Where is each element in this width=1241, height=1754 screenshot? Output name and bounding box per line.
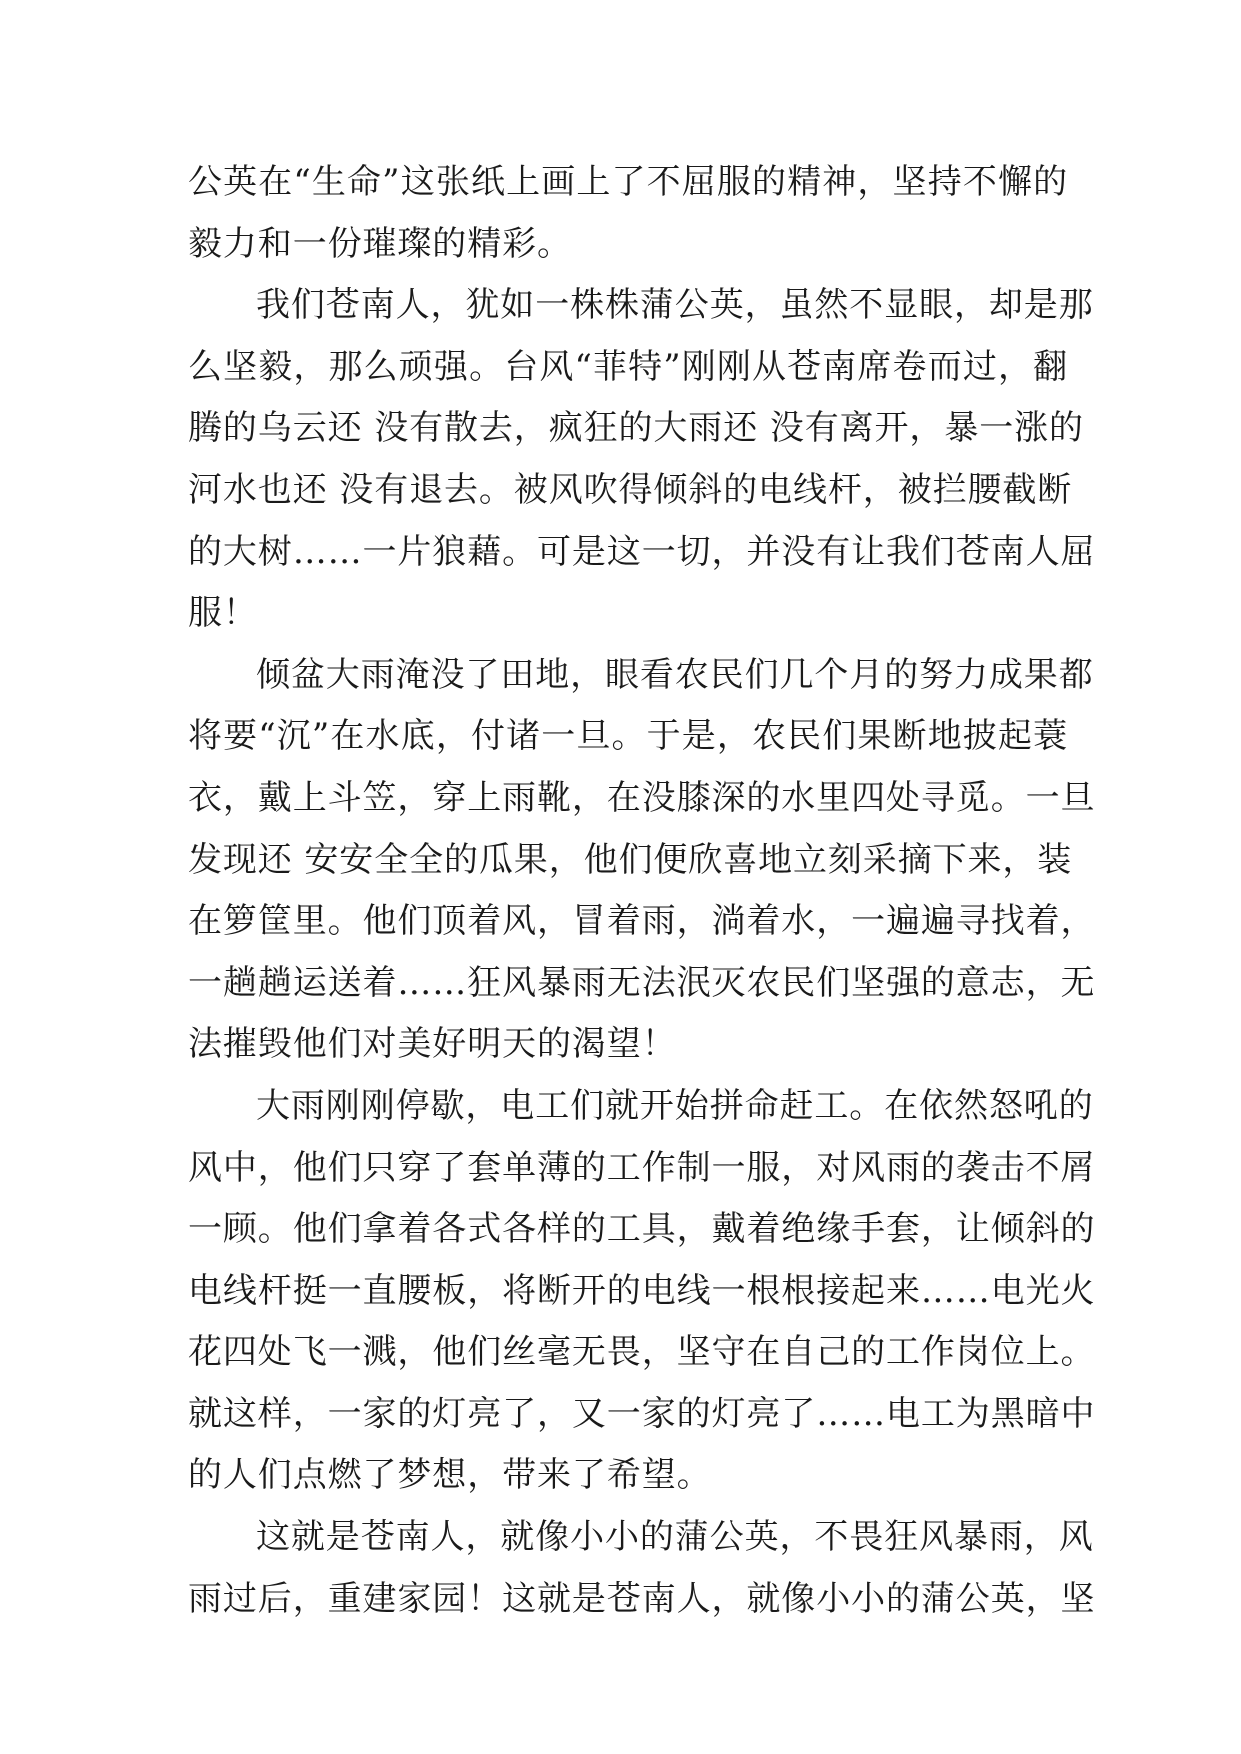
text-line: 在箩筐里。他们顶着风，冒着雨，淌着水，一遍遍寻找着， (188, 901, 1096, 942)
paragraph-first-line: 这就是苍南人，就像小小的蒲公英，不畏狂风暴雨，风 (256, 1517, 1094, 1558)
text-line: 一顾。他们拿着各式各样的工具，戴着绝缘手套，让倾斜的 (188, 1209, 1096, 1250)
text-line: 风中，他们只穿了套单薄的工作制一服，对风雨的袭击不屑 (188, 1147, 1096, 1188)
text-line: 一趟趟运送着……狂风暴雨无法泯灭农民们坚强的意志，无 (188, 962, 1096, 1003)
text-line: 花四处飞一溅，他们丝毫无畏，坚守在自己的工作岗位上。 (188, 1332, 1096, 1373)
text-line: 的大树……一片狼藉。可是这一切，并没有让我们苍南人屈 (188, 531, 1096, 572)
text-line: 法摧毁他们对美好明天的渴望！ (188, 1024, 677, 1065)
text-line: 服！ (188, 593, 258, 634)
paragraph-first-line: 大雨刚刚停歇，电工们就开始拼命赶工。在依然怒吼的 (256, 1085, 1094, 1126)
text-line: 衣，戴上斗笠，穿上雨靴，在没膝深的水里四处寻觅。一旦 (188, 777, 1096, 818)
text-line: 将要“沉”在水底，付诸一旦。于是，农民们果断地披起蓑 (188, 716, 1068, 757)
text-line: 电线杆挺一直腰板，将断开的电线一根根接起来……电光火 (188, 1270, 1096, 1311)
text-line: 毅力和一份璀璨的精彩。 (188, 223, 572, 264)
essay-body (188, 152, 1096, 1630)
text-line: 就这样，一家的灯亮了，又一家的灯亮了……电工为黑暗中 (188, 1393, 1096, 1434)
text-line: 的人们点燃了梦想，带来了希望。 (188, 1455, 712, 1496)
text-line: 腾的乌云还 没有散去，疯狂的大雨还 没有离开，暴一涨的 (188, 408, 1084, 449)
text-line: 雨过后，重建家园！这就是苍南人，就像小小的蒲公英，坚 (188, 1578, 1096, 1619)
text-line: 么坚毅，那么顽强。台风“菲特”刚刚从苍南席卷而过，翻 (188, 346, 1068, 387)
text-line: 公英在“生命”这张纸上画上了不屈服的精神，坚持不懈的 (188, 162, 1068, 202)
text-line: 发现还 安安全全的瓜果，他们便欣喜地立刻采摘下来，装 (188, 839, 1073, 880)
text-line: 河水也还 没有退去。被风吹得倾斜的电线杆，被拦腰截断 (188, 469, 1073, 510)
paragraph-first-line: 我们苍南人，犹如一株株蒲公英，虽然不显眼，却是那 (256, 285, 1094, 326)
paragraph-first-line: 倾盆大雨淹没了田地，眼看农民们几个月的努力成果都 (256, 654, 1094, 695)
